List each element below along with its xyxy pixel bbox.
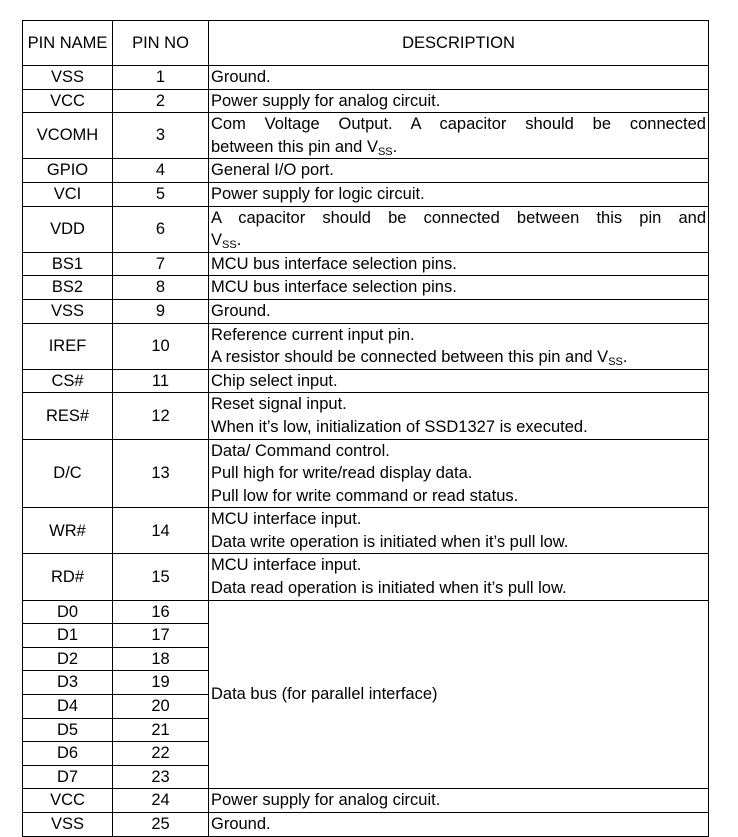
pin-number: 25 [113,813,209,837]
description-line: Power supply for logic circuit. [211,184,425,203]
description-line: General I/O port. [211,161,334,180]
pin-name: RD# [23,554,113,600]
table-row [23,369,709,393]
pin-name: VDD [23,206,113,252]
table-row [23,159,709,183]
table-row [23,276,709,300]
pin-name: VCOMH [23,113,113,159]
table-row [23,66,709,90]
description-line: MCU interface input. [211,556,362,575]
pin-description [209,113,709,159]
table-row [23,789,709,813]
description-text: A resistor should be connected between this pin and V [211,348,609,367]
table-row [23,299,709,323]
description-line: Chip select input. [211,371,338,390]
description-line: Reset signal input. [211,395,347,414]
description-line: Data/ Command control. [211,441,390,460]
pin-description [209,182,709,206]
description-line [211,229,706,252]
pin-name: BS1 [23,252,113,276]
pin-description-table [22,20,709,837]
table-row [23,600,709,624]
header-row [23,21,709,66]
pin-number: 17 [113,624,209,648]
description-line: MCU bus interface selection pins. [211,254,457,273]
pin-name: GPIO [23,159,113,183]
table-row [23,89,709,113]
pin-number: 1 [113,66,209,90]
description-line: Pull high for write/read display data. [211,464,473,483]
pin-name: D2 [23,647,113,671]
description-line: MCU interface input. [211,510,362,529]
pin-description [209,789,709,813]
pin-description [209,206,709,252]
subscript: SS [608,356,623,369]
pin-number: 9 [113,299,209,323]
pin-number: 24 [113,789,209,813]
table-row [23,554,709,600]
pin-number: 8 [113,276,209,300]
pin-number: 23 [113,765,209,789]
pin-name: CS# [23,369,113,393]
description-text: V [211,231,223,250]
description-line [211,136,706,159]
pin-number: 21 [113,718,209,742]
pin-name: D1 [23,624,113,648]
description-line: Power supply for analog circuit. [211,791,441,810]
pin-description [209,66,709,90]
pin-name: IREF [23,323,113,369]
description-line: Data write operation is initiated when it’s pull low. [211,532,569,551]
table-row [23,252,709,276]
header-pin-no: PIN NO [113,21,209,66]
pin-name: D/C [23,439,113,508]
pin-number: 20 [113,695,209,719]
pin-description [209,276,709,300]
pin-name: D7 [23,765,113,789]
description-text: between this pin and V [211,137,378,156]
description-line: Data read operation is initiated when it’s pull low. [211,579,567,598]
pin-description [209,89,709,113]
description-line: Pull low for write command or read status. [211,486,519,505]
pin-number: 11 [113,369,209,393]
pin-name: D6 [23,742,113,766]
pin-description [209,252,709,276]
pin-number: 13 [113,439,209,508]
pin-description [209,439,709,508]
pin-name: WR# [23,508,113,554]
pin-number: 5 [113,182,209,206]
table-row [23,323,709,369]
table-row [23,813,709,837]
pin-number: 15 [113,554,209,600]
subscript: SS [222,239,237,252]
subscript: SS [377,145,393,158]
table-row [23,508,709,554]
pin-number: 16 [113,600,209,624]
pin-name: VCC [23,789,113,813]
pin-description [209,323,709,369]
pin-number: 22 [113,742,209,766]
description-text: . [236,231,242,250]
description-line: Reference current input pin. [211,325,415,344]
table-row [23,393,709,439]
table-row [23,182,709,206]
pin-description [209,159,709,183]
pin-name: VSS [23,813,113,837]
pin-name: BS2 [23,276,113,300]
pin-name: D3 [23,671,113,695]
pin-name: D5 [23,718,113,742]
pin-description [209,393,709,439]
pin-number: 3 [113,113,209,159]
pin-description [209,299,709,323]
pin-description [209,369,709,393]
description-line: Ground. [211,68,271,86]
pin-number: 2 [113,89,209,113]
description-line: Ground. [211,301,271,320]
pin-number: 19 [113,671,209,695]
pin-number: 12 [113,393,209,439]
data-bus-description: Data bus (for parallel interface) [209,600,709,789]
pin-number: 18 [113,647,209,671]
table-row [23,113,709,159]
pin-number: 10 [113,323,209,369]
pin-description [209,508,709,554]
pin-number: 14 [113,508,209,554]
pin-name: VSS [23,299,113,323]
description-line: When it’s low, initialization of SSD1327 is executed. [211,417,588,436]
header-pin-name: PIN NAME [23,21,113,66]
description-line [211,346,706,369]
description-line: Com Voltage Output. A capacitor should be connected [211,115,706,134]
table-row [23,439,709,508]
header-description: DESCRIPTION [209,21,709,66]
pin-name: D0 [23,600,113,624]
pin-name: VCI [23,182,113,206]
pin-number: 6 [113,206,209,252]
pin-name: RES# [23,393,113,439]
pin-number: 7 [113,252,209,276]
description-line: MCU bus interface selection pins. [211,278,457,297]
pin-description [209,554,709,600]
pin-name: VCC [23,89,113,113]
description-text: . [622,348,628,367]
pin-name: VSS [23,66,113,90]
description-line: Power supply for analog circuit. [211,91,441,110]
description-line: A capacitor should be connected between this pin and [211,208,706,227]
pin-number: 4 [113,159,209,183]
description-text: . [392,137,398,156]
pin-name: D4 [23,695,113,719]
table-row [23,206,709,252]
description-line: Ground. [211,815,271,833]
pin-description [209,813,709,837]
